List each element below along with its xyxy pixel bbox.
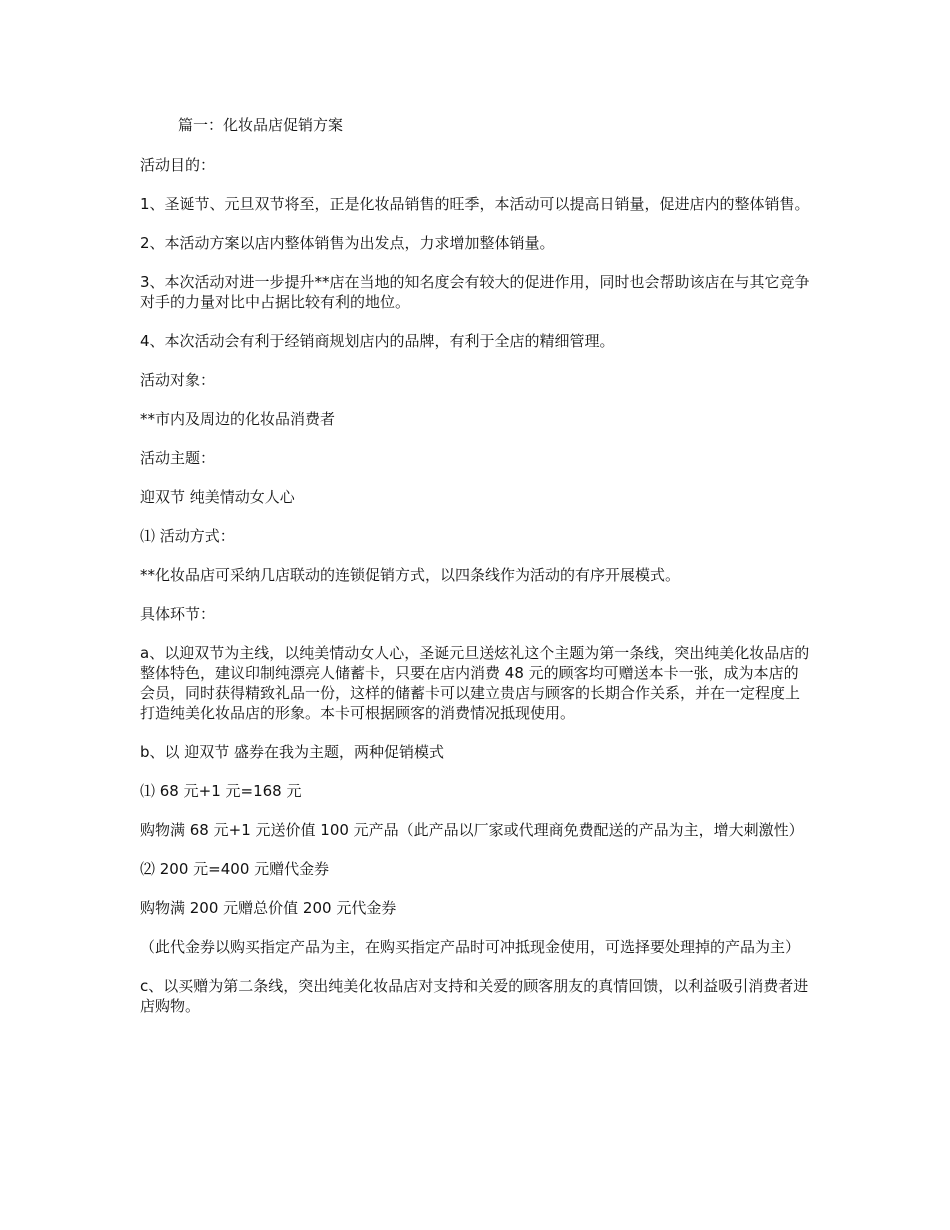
- paragraph-steps-heading: 具体环节：: [140, 605, 216, 623]
- paragraph-purpose-1: 1、圣诞节、元旦双节将至，正是化妆品销售的旺季，本活动可以提高日销量，促进店内的整体销售。: [140, 195, 810, 213]
- paragraph-step-c: c、以买赠为第二条线，突出纯美化妆品店对支持和关爱的顾客朋友的真情回馈，以利益吸引消费者进店购物。: [140, 977, 809, 1015]
- paragraph-offer-1-heading: ⑴ 68 元+1 元=168 元: [140, 782, 302, 800]
- paragraph-purpose-heading: 活动目的：: [140, 156, 216, 174]
- paragraph-audience: **市内及周边的化妆品消费者: [140, 410, 336, 428]
- paragraph-offer-1: 购物满 68 元+1 元送价值 100 元产品（此产品以厂家或代理商免费配送的产品为主，增大刺激性）: [140, 821, 804, 839]
- paragraph-method-heading: ⑴ 活动方式：: [140, 527, 235, 545]
- paragraph-method: **化妆品店可采纳几店联动的连锁促销方式，以四条线作为活动的有序开展模式。: [140, 566, 681, 584]
- paragraph-offer-2: 购物满 200 元赠总价值 200 元代金券: [140, 899, 397, 917]
- paragraph-audience-heading: 活动对象：: [140, 371, 216, 389]
- paragraph-purpose-3: 3、本次活动对进一步提升**店在当地的知名度会有较大的促进作用，同时也会帮助该店在与其它竞争对手的力量对比中占据比较有利的地位。: [140, 273, 810, 311]
- paragraph-purpose-2: 2、本活动方案以店内整体销售为出发点，力求增加整体销量。: [140, 234, 555, 252]
- paragraph-step-a: a、以迎双节为主线，以纯美情动女人心，圣诞元旦送炫礼这个主题为第一条线，突出纯美化妆品店的整体特色，建议印制纯漂亮人储蓄卡，只要在店内消费 48 元的顾客均可赠送本卡一张，成为本店的会员，同时获得精致礼品一份，这样的储蓄卡可以建立贵店与顾客的长期合作关系，并在一定程度上打造纯美化妆品店的形象。本卡可根据顾客的消费情况抵现使用。: [140, 644, 810, 722]
- document-body: [140, 115, 812, 1035]
- paragraph-step-b: b、以 迎双节 盛券在我为主题，两种促销模式: [140, 743, 445, 761]
- paragraph-purpose-4: 4、本次活动会有利于经销商规划店内的品牌，有利于全店的精细管理。: [140, 332, 615, 350]
- paragraph-theme-heading: 活动主题：: [140, 449, 216, 467]
- paragraph-offer-2-note: （此代金券以购买指定产品为主，在购买指定产品时可冲抵现金使用，可选择要处理掉的产品为主）: [140, 938, 801, 956]
- document-title: 篇一：化妆品店促销方案: [178, 116, 344, 134]
- paragraph-offer-2-heading: ⑵ 200 元=400 元赠代金券: [140, 860, 330, 878]
- paragraph-theme: 迎双节 纯美情动女人心: [140, 488, 295, 506]
